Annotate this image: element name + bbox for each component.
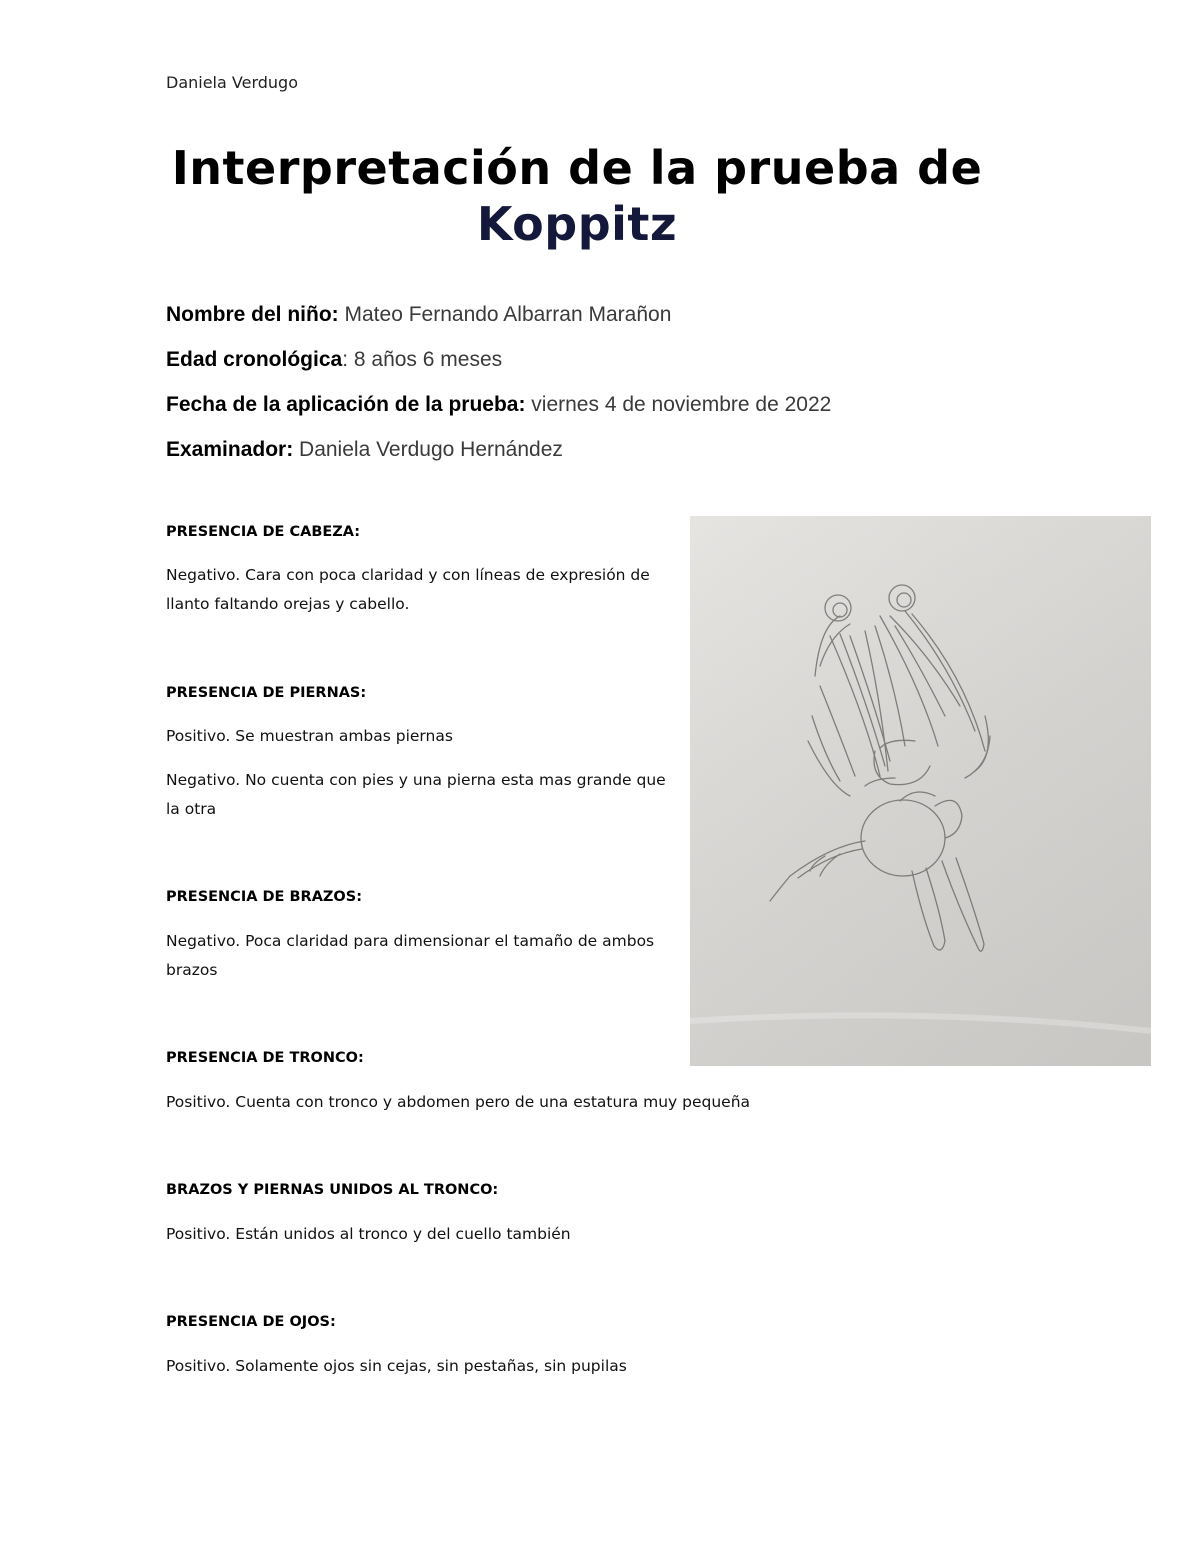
info-value: Mateo Fernando Albarran Marañon: [338, 303, 672, 326]
section-paragraph: Negativo. Cara con poca claridad y con líneas de expresión de llanto faltando orejas y cabello.: [166, 566, 650, 613]
info-value: viernes 4 de noviembre de 2022: [525, 393, 832, 416]
section-paragraph: Negativo. Poca claridad para dimensionar el tamaño de ambos brazos: [166, 932, 655, 979]
author-header: Daniela Verdugo: [166, 73, 298, 92]
child-drawing-photo: [690, 516, 1151, 1066]
section-title-unidos: BRAZOS Y PIERNAS UNIDOS AL TRONCO:: [166, 1182, 499, 1198]
section-paragraph: Positivo. Cuenta con tronco y abdomen pero de una estatura muy pequeña: [166, 1093, 751, 1111]
pencil-figure-drawing: [690, 516, 1151, 1066]
info-label: Nombre del niño:: [166, 303, 339, 326]
section-paragraph: Positivo. Están unidos al tronco y del cuello también: [166, 1225, 571, 1243]
info-row-name: [166, 292, 831, 337]
section-title-tronco: PRESENCIA DE TRONCO:: [166, 1050, 364, 1066]
section-paragraph: Positivo. Se muestran ambas piernas: [166, 727, 453, 745]
info-row-date: [166, 382, 831, 427]
info-label: Examinador:: [166, 438, 294, 461]
document-title: [100, 140, 1054, 252]
section-title-piernas: PRESENCIA DE PIERNAS:: [166, 685, 367, 701]
info-row-age: [166, 337, 831, 382]
title-line-1: Interpretación de la prueba de: [171, 141, 983, 195]
section-title-brazos: PRESENCIA DE BRAZOS:: [166, 889, 362, 905]
title-line-2: Koppitz: [476, 197, 678, 251]
section-title-ojos: PRESENCIA DE OJOS:: [166, 1314, 336, 1330]
info-label: Fecha de la aplicación de la prueba:: [166, 393, 526, 416]
patient-info: [166, 292, 831, 472]
info-value: : 8 años 6 meses: [342, 348, 503, 371]
info-value: Daniela Verdugo Hernández: [293, 438, 563, 461]
info-row-examiner: [166, 427, 831, 472]
info-label: Edad cronológica: [166, 348, 343, 371]
section-paragraph: Positivo. Solamente ojos sin cejas, sin pestañas, sin pupilas: [166, 1357, 627, 1375]
section-paragraph: Negativo. No cuenta con pies y una pierna esta mas grande que la otra: [166, 771, 666, 818]
section-title-cabeza: PRESENCIA DE CABEZA:: [166, 524, 361, 540]
